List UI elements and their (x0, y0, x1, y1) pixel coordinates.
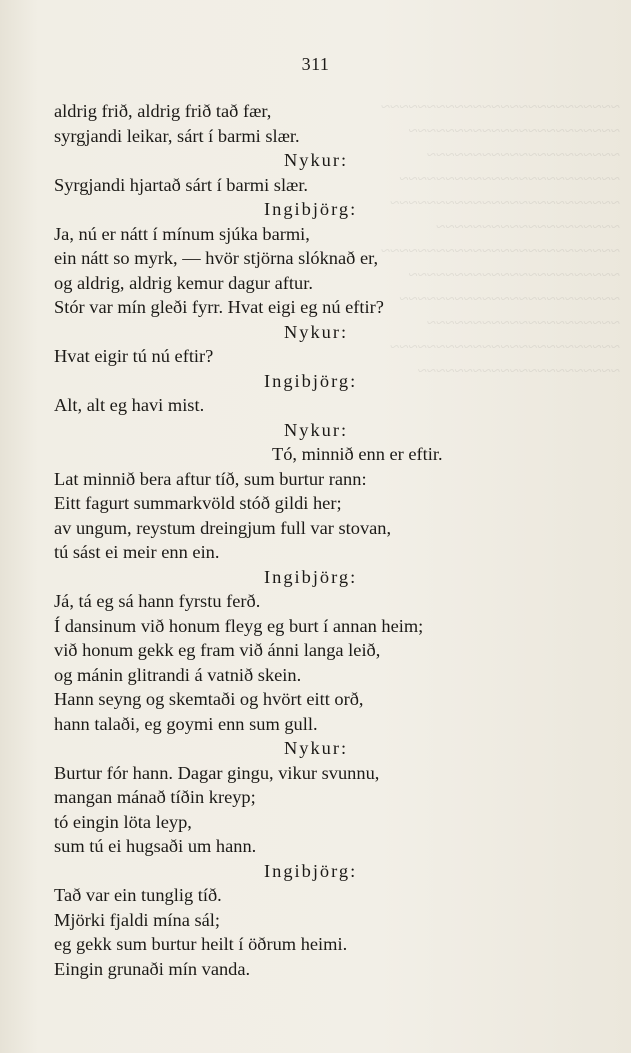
verse-line: ein nátt so myrk, — hvör stjörna slóknað er, (54, 248, 379, 268)
verse-line: Alt, alt eg havi mist. (54, 395, 205, 415)
speaker-label: Nykur: (284, 738, 349, 758)
poem-body (54, 99, 594, 981)
verse-line: tó eingin löta leyp, (54, 811, 192, 832)
verse-line: við honum gekk eg fram við ánni langa leið, (54, 640, 381, 660)
speaker-label: Ingibjörg: (264, 860, 358, 881)
verse-line: aldrig frið, aldrig frið tað fær, (54, 101, 272, 121)
show-through-text: ~~~~~~~~~~~~~~~~~~~~~~~~~~ ~~~~~~~~~~~~~~~~~~~~~~~ ~~~~~~~~~~~~~~~~~~~~~ ~~~~~~~~~~~~~~~~~~~~~~~~ ~~~~~~~~~~~~~~~~~~~~~~~~~ ~~~~~~~~~~~~~~~~~~~~ ~~~~~~~~~~~~~~~~~~~~~~~~~~ ~~~~~~~~~~~~~~~~~~~~~~~ ~~~~~~~~~~~~~~~~~~~~~~~~ ~~~~~~~~~~~~~~~~~~~~~ ~~~~~~~~~~~~~~~~~~~~~~~~~ ~~~~~~~~~~~~~~~~~~~~~~ (380, 97, 620, 380)
verse-line: Já, tá eg sá hann fyrstu ferð. (54, 591, 261, 611)
verse-line: Stór var mín gleði fyrr. Hvat eigi eg nú eftir? (54, 297, 384, 317)
verse-line: tú sást ei meir enn ein. (54, 542, 220, 562)
verse-line: og aldrig, aldrig kemur dagur aftur. (54, 272, 313, 293)
verse-line: og mánin glitrandi á vatnið skein. (54, 664, 302, 685)
verse-line: Burtur fór hann. Dagar gingu, vikur svunnu, (54, 762, 380, 783)
verse-line: Hann seyng og skemtaði og hvört eitt orð, (54, 689, 364, 709)
verse-line: Tað var ein tunglig tíð. (54, 885, 222, 905)
verse-line: Tó, minnið enn er eftir. (272, 444, 443, 464)
speaker-label: Nykur: (284, 150, 349, 170)
speaker-label: Nykur: (284, 419, 349, 440)
verse-line: Í dansinum við honum fleyg eg burt í annan heim; (54, 615, 424, 636)
verse-line: syrgjandi leikar, sárt í barmi slær. (54, 125, 300, 146)
speaker-label: Nykur: (284, 321, 349, 342)
page-number: 311 (301, 54, 330, 74)
verse-line: av ungum, reystum dreingjum full var stovan, (54, 517, 392, 538)
verse-line: Ja, nú er nátt í mínum sjúka barmi, (54, 223, 310, 244)
verse-line: mangan mánað tíðin kreyp; (54, 787, 256, 807)
verse-line: Eitt fagurt summarkvöld stóð gildi her; (54, 493, 342, 513)
verse-line: Mjörki fjaldi mína sál; (54, 909, 221, 930)
verse-line: hann talaði, eg goymi enn sum gull. (54, 713, 318, 734)
verse-line: Lat minnið bera aftur tíð, sum burtur rann: (54, 468, 367, 489)
verse-line: Syrgjandi hjartað sárt í barmi slær. (54, 174, 309, 195)
speaker-label: Ingibjörg: (264, 199, 358, 219)
verse-line: Eingin grunaði mín vanda. (54, 958, 251, 979)
verse-line: sum tú ei hugsaði um hann. (54, 836, 257, 856)
verse-line: eg gekk sum burtur heilt í öðrum heimi. (54, 934, 348, 954)
speaker-label: Ingibjörg: (264, 370, 358, 391)
speaker-label: Ingibjörg: (264, 566, 358, 587)
verse-line: Hvat eigir tú nú eftir? (54, 346, 214, 366)
